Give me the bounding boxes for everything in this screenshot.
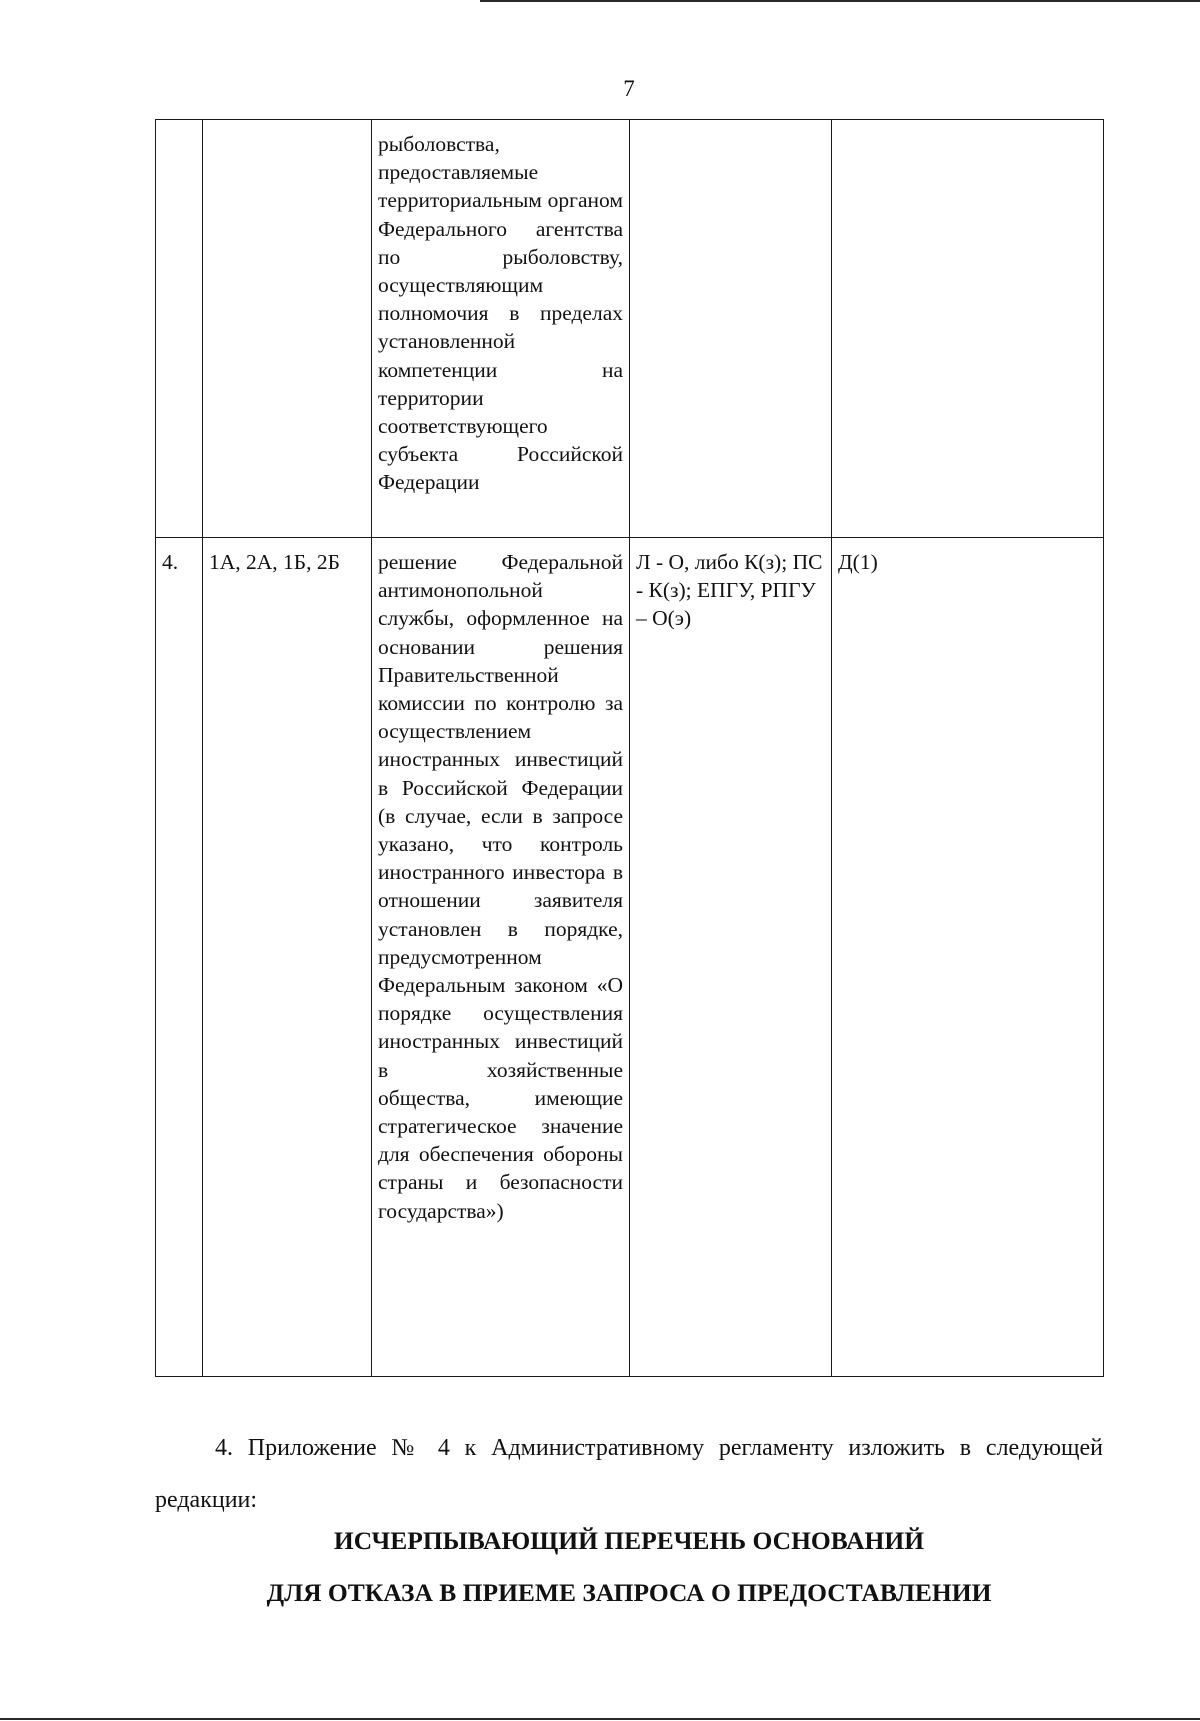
scan-edge-bottom xyxy=(0,1718,1200,1720)
page-number: 7 xyxy=(623,76,635,101)
scan-edge-top xyxy=(480,0,1200,2)
note-cell: Д(1) xyxy=(832,538,1104,1377)
categories-cell: 1А, 2А, 1Б, 2Б xyxy=(203,538,372,1377)
section-heading-line-2: ДЛЯ ОТКАЗА В ПРИЕМЕ ЗАПРОСА О ПРЕДОСТАВЛЕНИИ xyxy=(266,1578,992,1607)
description-cell: рыболовства, предоставляемые территориальным органом Федерального агентства по рыболовству, осуществляющим полномочия в пределах установленной компетенции на территории соответствующего субъекта Российской Федерации xyxy=(372,120,630,538)
table-row xyxy=(156,538,1104,1377)
amendment-paragraph: 4. Приложение № 4 к Административному регламенту изложить в следующей редакции: xyxy=(155,1435,1103,1513)
row-number-cell xyxy=(156,120,203,538)
row-number-cell: 4. xyxy=(156,538,203,1377)
categories-cell xyxy=(203,120,372,538)
document-table xyxy=(155,119,1104,1377)
note-cell xyxy=(832,120,1104,538)
description-cell: решение Федеральной антимонопольной службы, оформленное на основании решения Правительственной комиссии по контролю за осуществлением иностранных инвестиций в Российской Федерации (в случае, если в запросе указано, что контроль иностранного инвестора в отношении заявителя установлен в порядке, предусмотренном Федеральным законом «О порядке осуществления иностранных инвестиций в хозяйственные общества, имеющие стратегическое значение для обеспечения обороны страны и безопасности государства») xyxy=(372,538,630,1377)
section-heading-line-1: ИСЧЕРПЫВАЮЩИЙ ПЕРЕЧЕНЬ ОСНОВАНИЙ xyxy=(333,1526,925,1555)
form-cell xyxy=(630,120,832,538)
table-row xyxy=(156,120,1104,538)
form-cell: Л - О, либо К(з); ПС - К(з); ЕПГУ, РПГУ – О(э) xyxy=(630,538,832,1377)
